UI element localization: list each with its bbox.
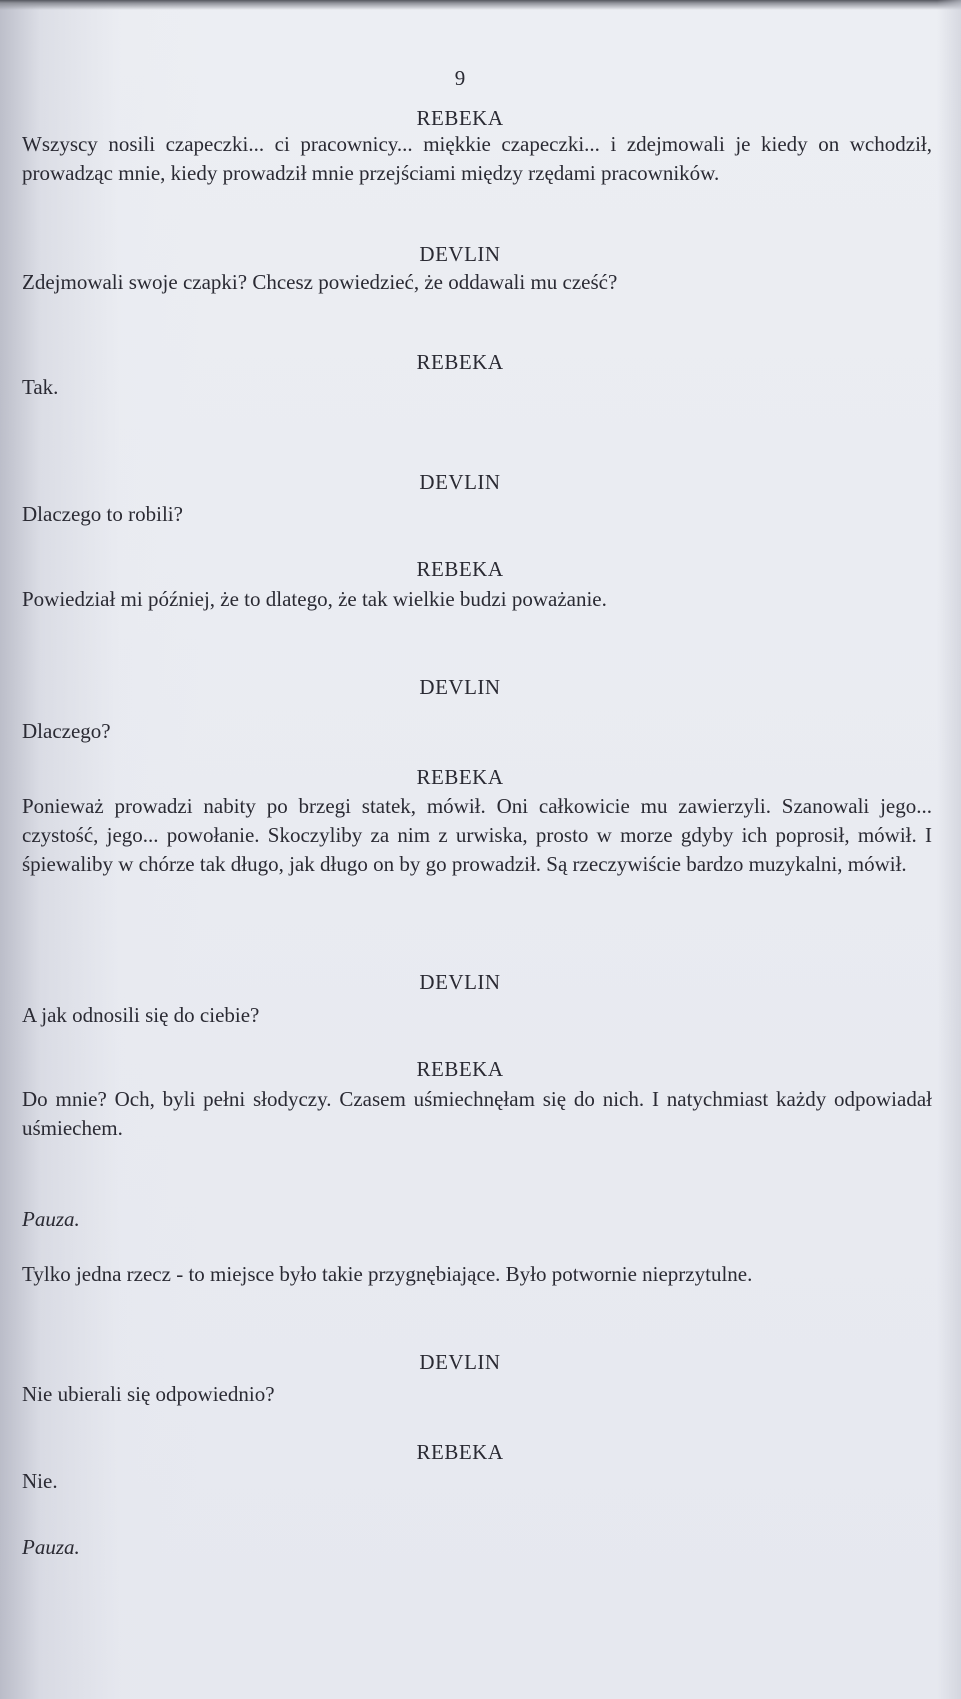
speaker-name: REBEKA: [416, 1057, 504, 1081]
dialogue-line: Zdejmowali swoje czapki? Chcesz powiedzieć, że oddawali mu cześć?: [22, 270, 618, 294]
dialogue-line: Powiedział mi później, że to dlatego, że tak wielkie budzi poważanie.: [22, 587, 607, 611]
dialogue-line: Wszyscy nosili czapeczki... ci pracownicy... miękkie czapeczki... i zdejmowali je kiedy on wchodził, prowadząc mnie, kiedy prowadził mnie przejściami między rzędami pracowników.: [22, 132, 932, 185]
stage-direction: Pauza.: [22, 1535, 80, 1559]
speaker-name: REBEKA: [416, 350, 504, 374]
page-top-edge: [0, 0, 961, 10]
speaker-name: REBEKA: [416, 1440, 504, 1464]
speaker-name: REBEKA: [416, 106, 504, 130]
page-number: 9: [454, 66, 466, 90]
page-right-edge: [937, 0, 961, 1699]
speaker-name: REBEKA: [416, 557, 504, 581]
speaker-name: DEVLIN: [419, 1350, 501, 1374]
speaker-name: DEVLIN: [419, 470, 501, 494]
dialogue-line: A jak odnosili się do ciebie?: [22, 1003, 260, 1027]
stage-direction: Pauza.: [22, 1207, 80, 1231]
speaker-name: DEVLIN: [419, 970, 501, 994]
dialogue-line: Do mnie? Och, byli pełni słodyczy. Czasem uśmiechnęłam się do nich. I natychmiast każdy odpowiadał uśmiechem.: [22, 1087, 932, 1140]
dialogue-line: Nie ubierali się odpowiednio?: [22, 1382, 275, 1406]
dialogue-line: Nie.: [22, 1469, 58, 1493]
dialogue-line: Tylko jedna rzecz - to miejsce było takie przygnębiające. Było potwornie nieprzytulne.: [22, 1262, 753, 1286]
dialogue-line: Ponieważ prowadzi nabity po brzegi statek, mówił. Oni całkowicie mu zawierzyli. Szanowali jego... czystość, jego... powołanie. Skoczyliby za nim z urwiska, prosto w morze gdyby ich poprosił, mówił. I śpiewaliby w chórze tak długo, jak długo on by go prowadził. Są rzeczywiście bardzo muzykalni, mówił.: [22, 794, 932, 876]
speaker-name: REBEKA: [416, 765, 504, 789]
dialogue-line: Tak.: [22, 375, 59, 399]
speaker-name: DEVLIN: [419, 675, 501, 699]
speaker-name: DEVLIN: [419, 242, 501, 266]
dialogue-line: Dlaczego?: [22, 719, 111, 743]
dialogue-line: Dlaczego to robili?: [22, 502, 183, 526]
